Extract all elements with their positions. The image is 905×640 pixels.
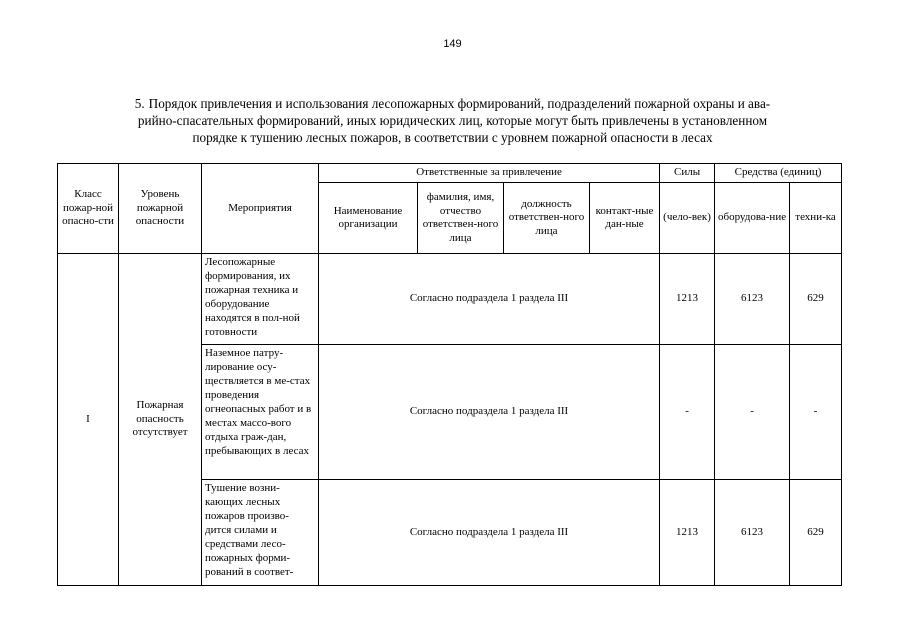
vehicles-cell: 629	[790, 480, 842, 586]
header-org-name: Наименование организации	[319, 183, 418, 254]
people-cell: -	[660, 345, 715, 480]
header-row-1	[58, 164, 842, 183]
equipment-cell: 6123	[715, 480, 790, 586]
title-line-2: рийно-спасательных формирований, иных юридических лиц, которые могут быть привлечены в установленном	[137, 113, 768, 128]
vehicles-cell: -	[790, 345, 842, 480]
activity-cell: Тушение возни-кающих лесных пожаров произво-дится силами и средствами лесо-пожарных форми-рований в соответ-	[202, 480, 319, 586]
activity-cell: Наземное патру-лирование осу-ществляется в ме-стах проведения огнеопасных работ и в местах массо-вого отдыха граж-дан, пребывающих в лесах	[202, 345, 319, 480]
fire-danger-table	[57, 163, 842, 586]
responsible-cell: Согласно подраздела 1 раздела III	[319, 345, 660, 480]
activity-cell: Лесопожарные формирования, их пожарная техника и оборудование находятся в пол-ной готовности	[202, 254, 319, 345]
header-equipment: оборудова-ние	[715, 183, 790, 254]
section-number: 5.	[134, 96, 145, 111]
page-number: 149	[443, 38, 462, 50]
header-full-name: фамилия, имя, отчество ответствен-ного лица	[418, 183, 504, 254]
equipment-cell: -	[715, 345, 790, 480]
equipment-cell: 6123	[715, 254, 790, 345]
header-class: Класс пожар-ной опасно-сти	[58, 164, 119, 254]
level-cell: Пожарная опасность отсутствует	[119, 254, 202, 586]
title-line-1: 5. Порядок привлечения и использования лесопожарных формирований, подразделений пожарной охраны и ава-	[134, 96, 771, 111]
header-means: Средства (единиц)	[715, 164, 842, 183]
header-vehicles: техни-ка	[790, 183, 842, 254]
responsible-cell: Согласно подраздела 1 раздела III	[319, 254, 660, 345]
table-row	[58, 254, 842, 345]
responsible-cell: Согласно подраздела 1 раздела III	[319, 480, 660, 586]
vehicles-cell: 629	[790, 254, 842, 345]
header-responsible: Ответственные за привлечение	[319, 164, 660, 183]
header-position: должность ответствен-ного лица	[504, 183, 590, 254]
title-line-3: порядке к тушению лесных пожаров, в соответствии с уровнем пожарной опасности в лесах	[192, 130, 713, 145]
header-forces: Силы	[660, 164, 715, 183]
section-title	[60, 95, 845, 146]
header-contacts: контакт-ные дан-ные	[590, 183, 660, 254]
people-cell: 1213	[660, 254, 715, 345]
header-activities: Мероприятия	[202, 164, 319, 254]
class-cell: I	[58, 254, 119, 586]
header-people: (чело-век)	[660, 183, 715, 254]
people-cell: 1213	[660, 480, 715, 586]
header-level: Уровень пожарной опасности	[119, 164, 202, 254]
